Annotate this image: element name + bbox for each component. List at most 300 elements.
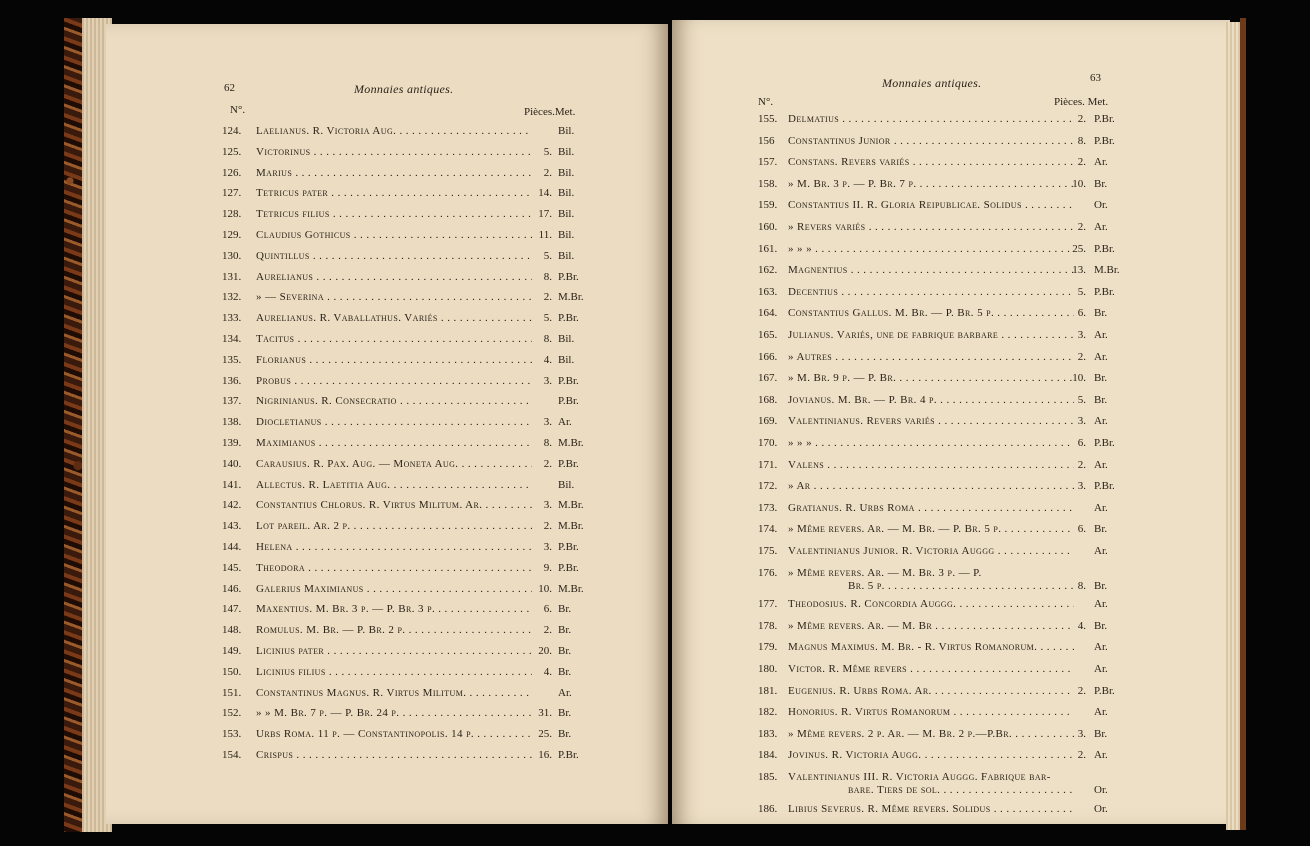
catalogue-entry [222,540,662,560]
entry-number: 145. [222,561,242,574]
entry-number: 137. [222,395,242,408]
entry-description: Urbs Roma. 11 p. — Constantinopolis. 14 p. . . . [256,727,532,741]
catalogue-entry [222,145,662,165]
entry-description: Theodosius. R. Concordia Auggg. . . . [788,597,1074,611]
entry-metal: P.Br. [558,749,579,761]
column-header-pieces-metal: Pièces.Met. [524,106,576,118]
catalogue-entry [758,802,1208,822]
entry-piece-count: 8. [543,270,552,283]
entry-piece-count: 3. [1077,727,1086,740]
entry-description: Jovinus. R. Victoria Augg. . . . [788,748,1074,762]
catalogue-entry [758,306,1208,326]
entry-number: 146. [222,582,242,595]
entry-metal: P.Br. [558,312,579,325]
entry-description: Constantius II. R. Gloria Reipublicae. Solidus . . . [788,198,1074,212]
entry-number: 183. [758,727,778,740]
entry-piece-count: 4. [543,353,552,366]
catalogue-entry [222,436,662,456]
entry-metal: Bil. [558,208,575,221]
catalogue-entry [758,640,1208,660]
entry-description: Decentius . . . [788,285,1074,299]
entry-description: Victorinus . . . [256,145,532,159]
entry-description: Aurelianus . . . [256,270,532,284]
entry-description: Constans. Revers variés . . . [788,155,1074,169]
entry-number: 157. [758,156,778,169]
entry-description: Maximianus . . . [256,436,532,450]
entry-metal: Br. [1094,619,1108,632]
entry-metal: Ar. [1094,458,1108,471]
entry-description: » Autres . . . [788,350,1074,364]
entry-metal: P.Br. [1094,134,1115,147]
entry-piece-count: 8. [1077,579,1086,592]
entry-description: » » » . . . [788,436,1074,450]
catalogue-entry [758,393,1208,413]
entry-number: 161. [758,242,778,255]
entry-piece-count: 6. [1077,307,1086,320]
entry-description: Claudius Gothicus . . . [256,228,532,242]
entry-description: » » » . . . [788,242,1074,256]
catalogue-entry [222,374,662,394]
entry-number: 165. [758,329,778,341]
entry-description: Constantinus Magnus. R. Virtus Militum. . . . [256,686,532,700]
entry-metal: P.Br. [558,561,579,574]
entry-metal: P.Br. [558,270,579,283]
entry-metal: Br. [1094,523,1108,536]
entry-number: 185. [758,771,778,783]
entry-description: » Même revers. Ar. — M. Br. 3 p. — P. [788,566,982,579]
catalogue-entry [222,478,662,498]
entry-metal: Bil. [558,229,575,241]
entry-number: 179. [758,641,778,654]
entry-metal: Ar. [1094,501,1108,514]
catalogue-entry [758,770,1208,800]
entry-description: Theodora . . . [256,561,532,575]
catalogue-entry [758,198,1208,218]
entry-number: 127. [222,187,242,200]
catalogue-entry [222,186,662,206]
entry-metal: Bil. [558,125,575,137]
entry-description: Marius . . . [256,166,532,180]
catalogue-entry [758,436,1208,456]
entry-number: 134. [222,333,242,345]
catalogue-entry [758,501,1208,521]
entry-piece-count: 3. [1077,329,1086,341]
entry-metal: Ar. [1094,156,1108,169]
catalogue-entry [758,414,1208,434]
entry-metal: Ar. [1094,706,1108,719]
entry-piece-count: 2. [1077,350,1086,363]
entry-description: Valens . . . [788,458,1074,472]
entry-metal: Bil. [558,478,575,491]
catalogue-entry [222,415,662,435]
entry-description: » — Severina . . . [256,290,532,304]
entry-metal: Bil. [558,166,575,179]
entry-piece-count: 2. [1077,156,1086,169]
entry-number: 131. [222,270,242,283]
entry-description: Maxentius. M. Br. 3 p. — P. Br. 3 p. . . . [256,602,532,616]
catalogue-entry [758,727,1208,747]
entry-description-continued: bare. Tiers de sol. . . . [848,783,1074,797]
entry-piece-count: 2. [1077,113,1086,125]
catalogue-entry [222,623,662,643]
entry-metal: M.Br. [558,520,584,533]
entry-description: Diocletianus . . . [256,415,532,429]
entry-metal: Ar. [1094,221,1108,233]
entry-description-continued: Br. 5 p. . . . [848,579,1074,593]
entry-number: 164. [758,307,778,320]
entry-number: 174. [758,523,778,536]
catalogue-entry [222,311,662,331]
entry-piece-count: 5. [543,249,552,262]
entry-metal: M.Br. [558,582,584,595]
entry-metal: Ar. [1094,598,1108,611]
entry-metal: Ar. [1094,641,1108,654]
entry-piece-count: 11. [538,229,552,241]
catalogue-entry [758,134,1208,154]
entry-description: Victor. R. Même revers . . . [788,662,1074,676]
entry-description: » Même revers. Ar. — M. Br . . . [788,619,1074,633]
entry-number: 130. [222,249,242,262]
entry-piece-count: 2. [1077,749,1086,762]
entry-number: 171. [758,458,778,471]
catalogue-entry [758,220,1208,240]
entry-number: 168. [758,393,778,406]
catalogue-entry [758,155,1208,175]
entry-metal: Ar. [1094,749,1108,762]
entry-piece-count: 16. [538,749,552,761]
catalogue-entry [758,458,1208,478]
entry-number: 149. [222,645,242,657]
entry-description: Romulus. M. Br. — P. Br. 2 p. . . . [256,623,532,637]
entry-piece-count: 9. [543,561,552,574]
page-number: 62 [224,82,235,94]
entry-metal: Ar. [1094,545,1108,557]
catalogue-entry [222,582,662,602]
entry-description: Tetricus filius . . . [256,207,532,221]
entry-metal: Ar. [1094,350,1108,363]
entry-number: 133. [222,312,242,325]
entry-number: 158. [758,177,778,190]
entry-description: » Revers variés . . . [788,220,1074,234]
entry-number: 159. [758,199,778,212]
entry-metal: M.Br. [558,499,584,512]
catalogue-entry [758,371,1208,391]
entry-metal: Ar. [558,416,572,429]
entry-number: 147. [222,603,242,616]
entry-metal: P.Br. [1094,242,1115,255]
entry-description: Lot pareil. Ar. 2 p. . . . [256,519,532,533]
entry-number: 135. [222,353,242,366]
entry-piece-count: 3. [1077,415,1086,428]
entry-description: » M. Br. 3 p. — P. Br. 7 p. . . . [788,177,1074,191]
catalogue-entry [758,350,1208,370]
entry-number: 156 [758,134,775,147]
catalogue-entry [222,228,662,248]
catalogue-entry [222,602,662,622]
entry-piece-count: 14. [538,187,552,200]
entry-metal: P.Br. [558,374,579,387]
catalogue-entry [758,285,1208,305]
entry-number: 173. [758,501,778,514]
entry-description: Laelianus. R. Victoria Aug. . . . [256,124,532,138]
entry-description: Tacitus . . . [256,332,532,346]
catalogue-entry [222,249,662,269]
catalogue-entry [222,727,662,747]
entry-metal: P.Br. [558,541,579,553]
entry-description: Delmatius . . . [788,112,1074,126]
entry-number: 186. [758,802,778,815]
entry-description: Honorius. R. Virtus Romanorum . . . [788,705,1074,719]
column-header-number: N°. [758,96,774,108]
catalogue-entry [758,242,1208,262]
entry-piece-count: 8. [1077,134,1086,147]
entry-number: 178. [758,619,778,632]
right-page [672,20,1230,824]
entry-piece-count: 3. [543,541,552,553]
left-page [106,24,668,824]
entry-number: 169. [758,415,778,428]
entry-number: 167. [758,372,778,385]
entry-number: 143. [222,520,242,533]
catalogue-entry [758,544,1208,564]
entry-metal: Or. [1094,802,1108,815]
entry-number: 184. [758,749,778,762]
catalogue-entry [758,522,1208,542]
entry-number: 126. [222,166,242,179]
catalogue-entry [758,705,1208,725]
catalogue-entry [222,166,662,186]
entry-number: 162. [758,264,778,277]
entry-description: Probus . . . [256,374,532,388]
entry-piece-count: 25. [1072,242,1086,255]
catalogue-entry [222,686,662,706]
entry-metal: Bil. [558,187,575,200]
entry-number: 139. [222,437,242,449]
entry-piece-count: 4. [1077,619,1086,632]
entry-metal: Br. [1094,372,1108,385]
catalogue-entry [222,457,662,477]
entry-piece-count: 2. [543,291,552,304]
catalogue-entry [222,207,662,227]
entry-number: 155. [758,113,778,125]
catalogue-entry [758,328,1208,348]
catalogue-entry [222,561,662,581]
entry-number: 132. [222,291,242,304]
entry-metal: Bil. [558,145,575,158]
entry-piece-count: 17. [538,208,552,221]
catalogue-entry [758,684,1208,704]
entry-metal: Bil. [558,249,575,262]
entry-metal: Br. [558,624,572,637]
entry-number: 176. [758,566,778,579]
entry-description: Aurelianus. R. Vaballathus. Variés . . . [256,311,532,325]
catalogue-entry [222,519,662,539]
entry-number: 152. [222,707,242,720]
entry-piece-count: 6. [543,603,552,616]
entry-number: 142. [222,499,242,512]
entry-description: Eugenius. R. Urbs Roma. Ar. . . . [788,684,1074,698]
entry-number: 154. [222,749,242,761]
book-cover-edge [64,18,84,832]
catalogue-entry [758,177,1208,197]
entry-description: Carausius. R. Pax. Aug. — Moneta Aug. . . . [256,457,532,471]
entry-metal: Ar. [1094,663,1108,675]
entry-description: » Même revers. Ar. — M. Br. — P. Br. 5 p. . . . [788,522,1074,536]
entry-description: Helena . . . [256,540,532,554]
entry-description: » Ar . . . [788,479,1074,493]
catalogue-entry [758,479,1208,499]
entry-number: 150. [222,665,242,678]
entry-number: 124. [222,125,242,137]
entry-piece-count: 13. [1072,264,1086,277]
entry-number: 129. [222,229,242,241]
entry-piece-count: 10. [1072,372,1086,385]
entry-metal: Br. [1094,727,1108,740]
catalogue-entry [222,394,662,414]
entry-number: 163. [758,285,778,298]
entry-description: Gratianus. R. Urbs Roma . . . [788,501,1074,515]
entry-metal: M.Br. [558,437,584,449]
catalogue-entry [222,498,662,518]
catalogue-entry [222,706,662,726]
entry-metal: Br. [1094,393,1108,406]
book-cover-edge [1240,18,1246,830]
entry-piece-count: 8. [543,333,552,345]
entry-metal: P.Br. [1094,285,1115,298]
column-header-number: N°. [230,104,246,116]
entry-metal: Ar. [1094,415,1108,428]
entry-metal: Ar. [558,686,572,699]
entry-description: Julianus. Variés, une de fabrique barbare . . . [788,328,1074,342]
entry-description: Constantinus Junior . . . [788,134,1074,148]
entry-metal: Br. [558,603,572,616]
entry-piece-count: 6. [1077,523,1086,536]
entry-metal: Bil. [558,333,575,345]
entry-piece-count: 4. [543,665,552,678]
catalogue-entry [758,597,1208,617]
entry-description: Florianus . . . [256,353,532,367]
entry-piece-count: 5. [543,145,552,158]
entry-piece-count: 2. [543,520,552,533]
entry-description: » » M. Br. 7 p. — P. Br. 24 p. . . . [256,706,532,720]
catalogue-entry [222,665,662,685]
catalogue-entry [758,662,1208,682]
entry-metal: M.Br. [1094,264,1120,277]
entry-piece-count: 2. [1077,221,1086,233]
entry-number: 182. [758,706,778,719]
entry-piece-count: 2. [543,457,552,470]
entry-piece-count: 5. [543,312,552,325]
entry-number: 160. [758,221,778,233]
entry-piece-count: 6. [1077,437,1086,449]
catalogue-entry [222,290,662,310]
entry-description: Constantius Chlorus. R. Virtus Militum. Ar. . . . [256,498,532,512]
entry-description: Jovianus. M. Br. — P. Br. 4 p. . . . [788,393,1074,407]
entry-number: 141. [222,478,242,491]
entry-number: 170. [758,437,778,449]
entry-piece-count: 20. [538,645,552,657]
entry-description: Galerius Maximianus . . . [256,582,532,596]
catalogue-entry [222,748,662,768]
entry-number: 180. [758,663,778,675]
entry-number: 144. [222,541,242,553]
catalogue-entry [758,112,1208,132]
entry-piece-count: 25. [538,728,552,741]
entry-metal: Br. [1094,177,1108,190]
catalogue-entry [222,353,662,373]
entry-number: 128. [222,208,242,221]
entry-number: 177. [758,598,778,611]
entry-piece-count: 3. [543,499,552,512]
entry-description: Constantius Gallus. M. Br. — P. Br. 5 p. . . . [788,306,1074,320]
catalogue-entry [222,644,662,664]
entry-description: » Même revers. 2 p. Ar. — M. Br. 2 p.—P.Br. . . . [788,727,1074,741]
entry-description: Valentinianus. Revers variés . . . [788,414,1074,428]
catalogue-entry [222,270,662,290]
entry-metal: Br. [1094,307,1108,320]
entry-piece-count: 3. [543,416,552,429]
entry-metal: Br. [558,728,572,741]
entry-metal: Br. [1094,579,1108,592]
entry-description: » M. Br. 9 p. — P. Br. . . . [788,371,1074,385]
entry-piece-count: 31. [538,707,552,720]
entry-metal: Br. [558,707,572,720]
entry-description: Licinius pater . . . [256,644,532,658]
entry-description: Libius Severus. R. Même revers. Solidus . . . [788,802,1074,816]
catalogue-entry [758,748,1208,768]
entry-number: 151. [222,686,242,699]
entry-metal: P.Br. [1094,437,1115,449]
entry-number: 136. [222,374,242,387]
entry-description: Valentinianus Junior. R. Victoria Auggg . . . [788,544,1074,558]
entry-metal: Ar. [1094,329,1108,341]
entry-description: Nigrinianus. R. Consecratio . . . [256,394,532,408]
catalogue-entry [222,332,662,352]
entry-number: 148. [222,624,242,637]
entry-metal: P.Br. [1094,684,1115,697]
entry-description: Valentinianus III. R. Victoria Auggg. Fabrique bar- [788,771,1051,783]
entry-number: 175. [758,545,778,557]
entry-number: 166. [758,350,778,363]
entry-metal: P.Br. [1094,480,1115,493]
entry-piece-count: 3. [1077,480,1086,493]
entry-piece-count: 5. [1077,285,1086,298]
entry-piece-count: 10. [538,582,552,595]
entry-metal: P.Br. [558,395,579,408]
entry-number: 181. [758,684,778,697]
entry-number: 125. [222,145,242,158]
entry-metal: Br. [558,665,572,678]
entry-metal: Or. [1094,199,1108,212]
entry-description: Licinius filius . . . [256,665,532,679]
running-head: Monnaies antiques. [882,76,982,90]
entry-piece-count: 2. [543,166,552,179]
entry-piece-count: 8. [543,437,552,449]
catalogue-entry [758,619,1208,639]
entry-description: Magnentius . . . [788,263,1074,277]
catalogue-entry [222,124,662,144]
entry-description: Magnus Maximus. M. Br. - R. Virtus Romanorum. . . . [788,640,1074,654]
entry-description: Tetricus pater . . . [256,186,532,200]
entry-description: Allectus. R. Laetitia Aug. . . . [256,478,532,492]
entry-number: 140. [222,457,242,470]
entry-number: 172. [758,480,778,493]
entry-metal: P.Br. [558,457,579,470]
page-number: 63 [1090,72,1101,84]
entry-piece-count: 3. [543,374,552,387]
entry-metal: Br. [558,645,572,657]
catalogue-entry [758,566,1208,596]
